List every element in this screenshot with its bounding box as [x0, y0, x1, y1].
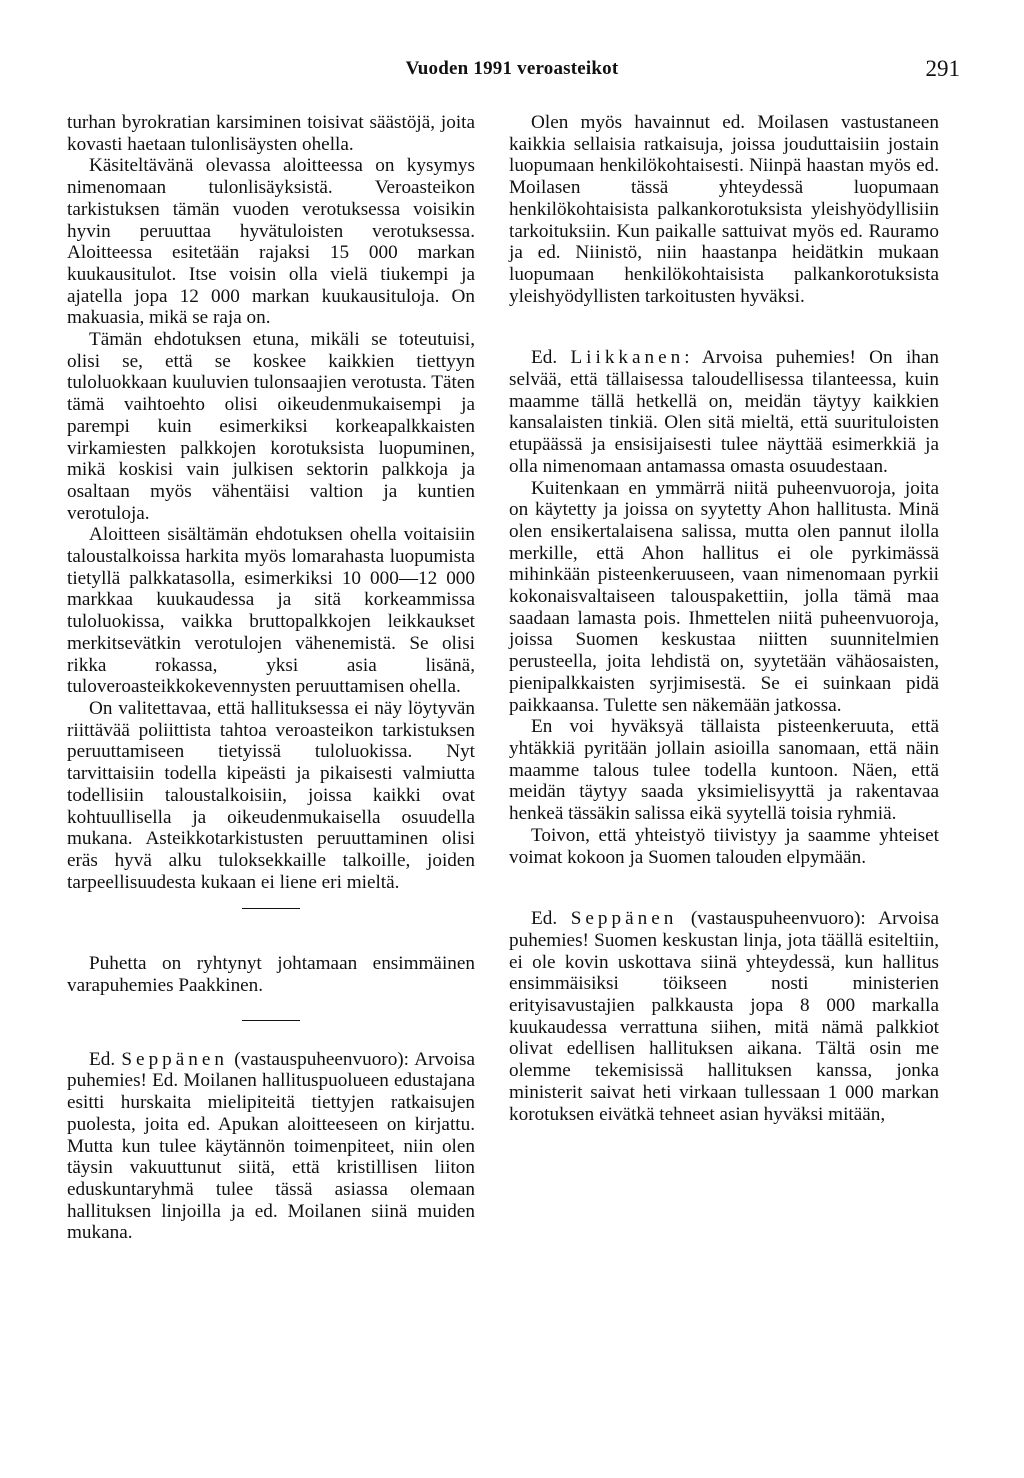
- paragraph: Olen myös havainnut ed. Moilasen vastustaneen kaikkia sellaisia ratkaisuja, joissa jouduttaisiin jostain luopumaan henkilökohtaisesti. Niinpä haastan myös ed. Moilasen tässä yhteydessä luopumaan henkilökohtaisista palkankorotuksista yleishyödyllisiin tarkoituksiin. Kun paikalle sattuivat myös ed. Rauramo ja ed. Niinistö, niin haastanpa heidätkin mukaan luopumaan henkilökohtaisista palkankorotuksista yleishyödyllisten tarkoitusten hyväksi.: [509, 112, 939, 307]
- paragraph: Kuitenkaan en ymmärrä niitä puheenvuoroja, joita on käytetty ja joissa on syytetty Ahon hallitusta. Minä olen ensikertalaisena salissa, mutta olen pannut ilolla merkille, että Ahon hallitus ei ole pyrkimässä mihinkään pisteenkeruuseen, vaan nimenomaan pyrkii kokonaisvaltaiseen talouspakettiin, jolla tämä maa saadaan lamasta pois. Ihmettelen niitä puheenvuoroja, joissa Suomen keskustaa niitten suunnitelmien perusteella, joita lehdistä on, syytetään vähäosaisten, pienipalkkaisten syrjimisestä. Se ei suinkaan pidä paikkaansa. Tulette sen näkemään jatkossa.: [509, 477, 939, 716]
- left-column: [67, 112, 475, 1244]
- speaker-name: Liikkanen: [570, 347, 685, 369]
- paragraph: Käsiteltävänä olevassa aloitteessa on kysymys nimenomaan tulonlisäyksistä. Veroasteikon tarkistuksen tämän vuoden verotuksessa voisikin hyvin peruuttaa hyvätuloisten verotuksessa. Aloitteessa esitetään rajaksi 15 000 markan kuukausitulot. Itse voisin olla vielä tiukempi ja ajatella jopa 12 000 markan kuukausituloja. On makuasia, mikä se raja on.: [67, 155, 475, 329]
- right-column: [509, 112, 939, 1125]
- speaker-change-note: Puhetta on ryhtynyt johtamaan ensimmäinen varapuhemies Paakkinen.: [67, 953, 475, 997]
- speaker-name: Seppänen: [121, 1048, 228, 1070]
- speech-paragraph: [509, 908, 939, 1125]
- paragraph: On valitettavaa, että hallituksessa ei näy löytyvän riittävää poliittista tahtoa veroasteikon tarkistuksen peruuttamiseen tietyissä tuloluokissa. Nyt tarvittaisiin todella kipeästi ja pikaisesti valmiutta todellisiin taloustalkoisiin, joissa kaikki ovat kohtuullisella ja oikeudenmukaisella osuudella mukana. Asteikkotarkistusten peruuttaminen olisi eräs hyvä alku tuloksekkaille talkoille, joiden tarpeellisuudesta kukaan ei liene eri mieltä.: [67, 697, 475, 893]
- paragraph: Tämän ehdotuksen etuna, mikäli se toteutuisi, olisi se, että se koskee kaikkien tiettyyn tuloluokkaan kuuluvien tulonsaajien verotusta. Täten tämä vaihtoehto olisi oikeudenmukaisempi ja parempi kuin esimerkiksi korkeapalkkaisten virkamiesten palkkojen korotuksista luopuminen, mikä koskisi vain julkisen sektorin palkkoja ja osaltaan myös vähentäisi valtion ja kuntien verotuloja.: [67, 329, 475, 524]
- speech-role: (vastauspuheenvuoro):: [677, 908, 866, 930]
- speech-prefix: Ed.: [89, 1048, 122, 1070]
- speaker-name: Seppänen: [570, 908, 678, 930]
- paragraph: Toivon, että yhteistyö tiivistyy ja saamme yhteiset voimat kokoon ja Suomen talouden elpymään.: [509, 824, 939, 868]
- speech-role: (vastauspuheenvuoro):: [227, 1048, 410, 1070]
- speech-paragraph: [509, 347, 939, 477]
- speech-prefix: Ed.: [531, 347, 571, 369]
- speech-prefix: Ed.: [531, 908, 571, 930]
- running-title: Vuoden 1991 veroasteikot: [405, 58, 619, 79]
- speech-body: Arvoisa puhemies! Suomen keskustan linja, jota täällä esiteltiin, ei ole kovin uskottava siinä yhteydessä, kun hallitus ensimmäisiksi töikseen nosti ministerien erityisavustajien palkkausta jopa 8 000 markalla kuukaudessa verrattuna siihen, mitä nämä palkkiot olivat edellisen hallituksen aikana. Tältä osin me olemme tekemisissä hallituksen kanssa, jonka ministerit saivat heti virkaan tullessaan 1 000 markan korotuksen eivätkä tehneet asian hyväksi mitään,: [509, 908, 939, 1125]
- page-header: [0, 54, 1024, 84]
- paragraph: En voi hyväksyä tällaista pisteenkeruuta, että yhtäkkiä pyritään jollain asioilla sanomaan, että näin maamme talous tulee todella kuntoon. Näen, että meidän täytyy saada yksimielisyyttä ja rakentavaa henkeä tässäkin salissa eikä syytellä toisia ryhmiä.: [509, 716, 939, 825]
- speech-body: Arvoisa puhemies! Ed. Moilanen hallituspuolueen edustajana esitti hurskaita mielipiteitä tiettyjen ratkaisujen puolesta, joita ed. Apukan aloitteeseen on kirjattu. Mutta kun tulee käytännön toimenpiteet, niin olen täysin vakuuttunut siitä, että kristillisen liiton eduskuntaryhmä tulee tässä asiassa olemaan hallituksen linjoilla ja ed. Moilanen siinä muiden mukana.: [67, 1048, 475, 1244]
- speech-paragraph: [67, 1049, 475, 1244]
- section-divider: [242, 908, 300, 909]
- paragraph: Aloitteen sisältämän ehdotuksen ohella voitaisiin taloustalkoissa harkita myös lomarahasta luopumista tietyllä palkkatasolla, esimerkiksi 10 000—12 000 markkaa kuukaudessa ja sitä korkeammissa tuloluokissa, vaikka bruttopalkkojen leikkaukset merkitsevätkin verotulojen vähenemistä. Se olisi rikka rokassa, yksi asia lisänä, tuloveroasteikkokevennysten peruuttamisen ohella.: [67, 524, 475, 698]
- speech-body: : Arvoisa puhemies! On ihan selvää, että tällaisessa taloudellisessa tilanteessa, kuin maamme tällä hetkellä on, meidän täytyy kaikkien kansalaisten tinkiä. Olen sitä mieltä, että suurituloisten etupäässä ja ensisijaisesti tulee näyttää esimerkkiä ja olla nimenomaan antamassa omasta osuudestaan.: [509, 347, 939, 477]
- paragraph: turhan byrokratian karsiminen toisivat säästöjä, joita kovasti haetaan tulonlisäysten ohella.: [67, 112, 475, 155]
- page-number: 291: [925, 56, 960, 81]
- section-divider: [242, 1020, 300, 1021]
